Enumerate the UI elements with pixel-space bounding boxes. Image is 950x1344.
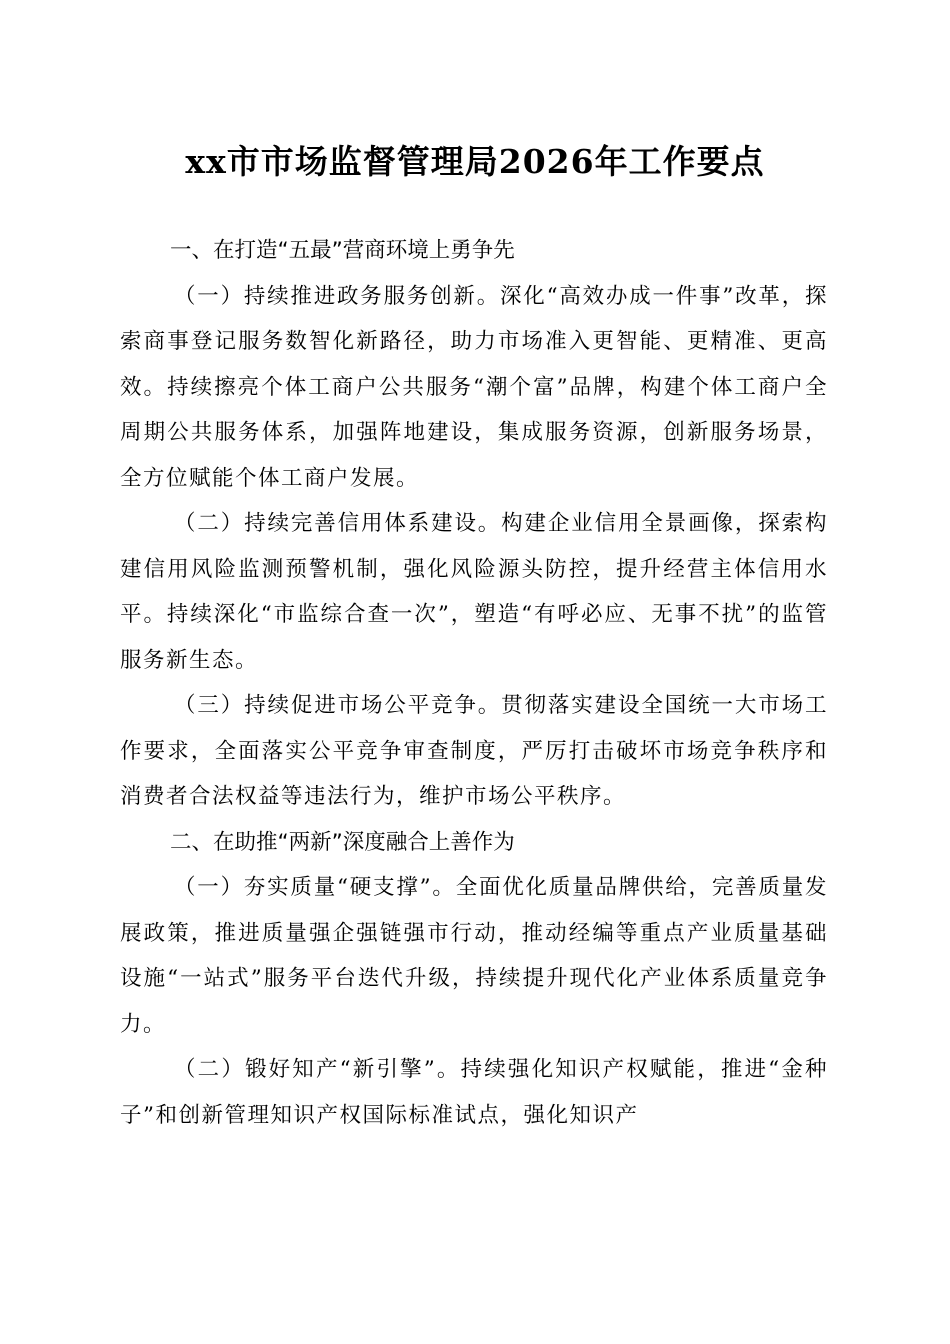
paragraph-1-2: （二）持续完善信用体系建设。构建企业信用全景画像，探索构建信用风险监测预警机制，强化风险源头防控，提升经营主体信用水平。持续深化“市监综合查一次”，塑造“有呼必应、无事不扰”的监管服务新生态。 [120,511,828,673]
section-heading-2: 二、在助推“两新”深度融合上善作为 [170,829,515,855]
paragraph-2-1: （一）夯实质量“硬支撑”。全面优化质量品牌供给，完善质量发展政策，推进质量强企强链强市行动，推动经编等重点产业质量基础设施“一站式”服务平台迭代升级，持续提升现代化产业体系质量竞争力。 [120,875,828,1037]
paragraph-1-1: （一）持续推进政务服务创新。深化“高效办成一件事”改革，探索商事登记服务数智化新路径，助力市场准入更智能、更精准、更高效。持续擦亮个体工商户公共服务“潮个富”品牌，构建个体工商户全周期公共服务体系，加强阵地建设，集成服务资源，创新服务场景，全方位赋能个体工商户发展。 [120,283,828,491]
document-body [120,228,828,1138]
document-title: xx市市场监督管理局2026年工作要点 [185,142,765,181]
paragraph-1-3: （三）持续促进市场公平竞争。贯彻落实建设全国统一大市场工作要求，全面落实公平竞争审查制度，严厉打击破坏市场竞争秩序和消费者合法权益等违法行为，维护市场公平秩序。 [120,693,828,809]
section-heading-1: 一、在打造“五最”营商环境上勇争先 [170,238,515,263]
paragraph-2-2: （二）锻好知产“新引擎”。持续强化知识产权赋能，推进“金种子”和创新管理知识产权国际标准试点，强化知识产 [120,1057,828,1128]
